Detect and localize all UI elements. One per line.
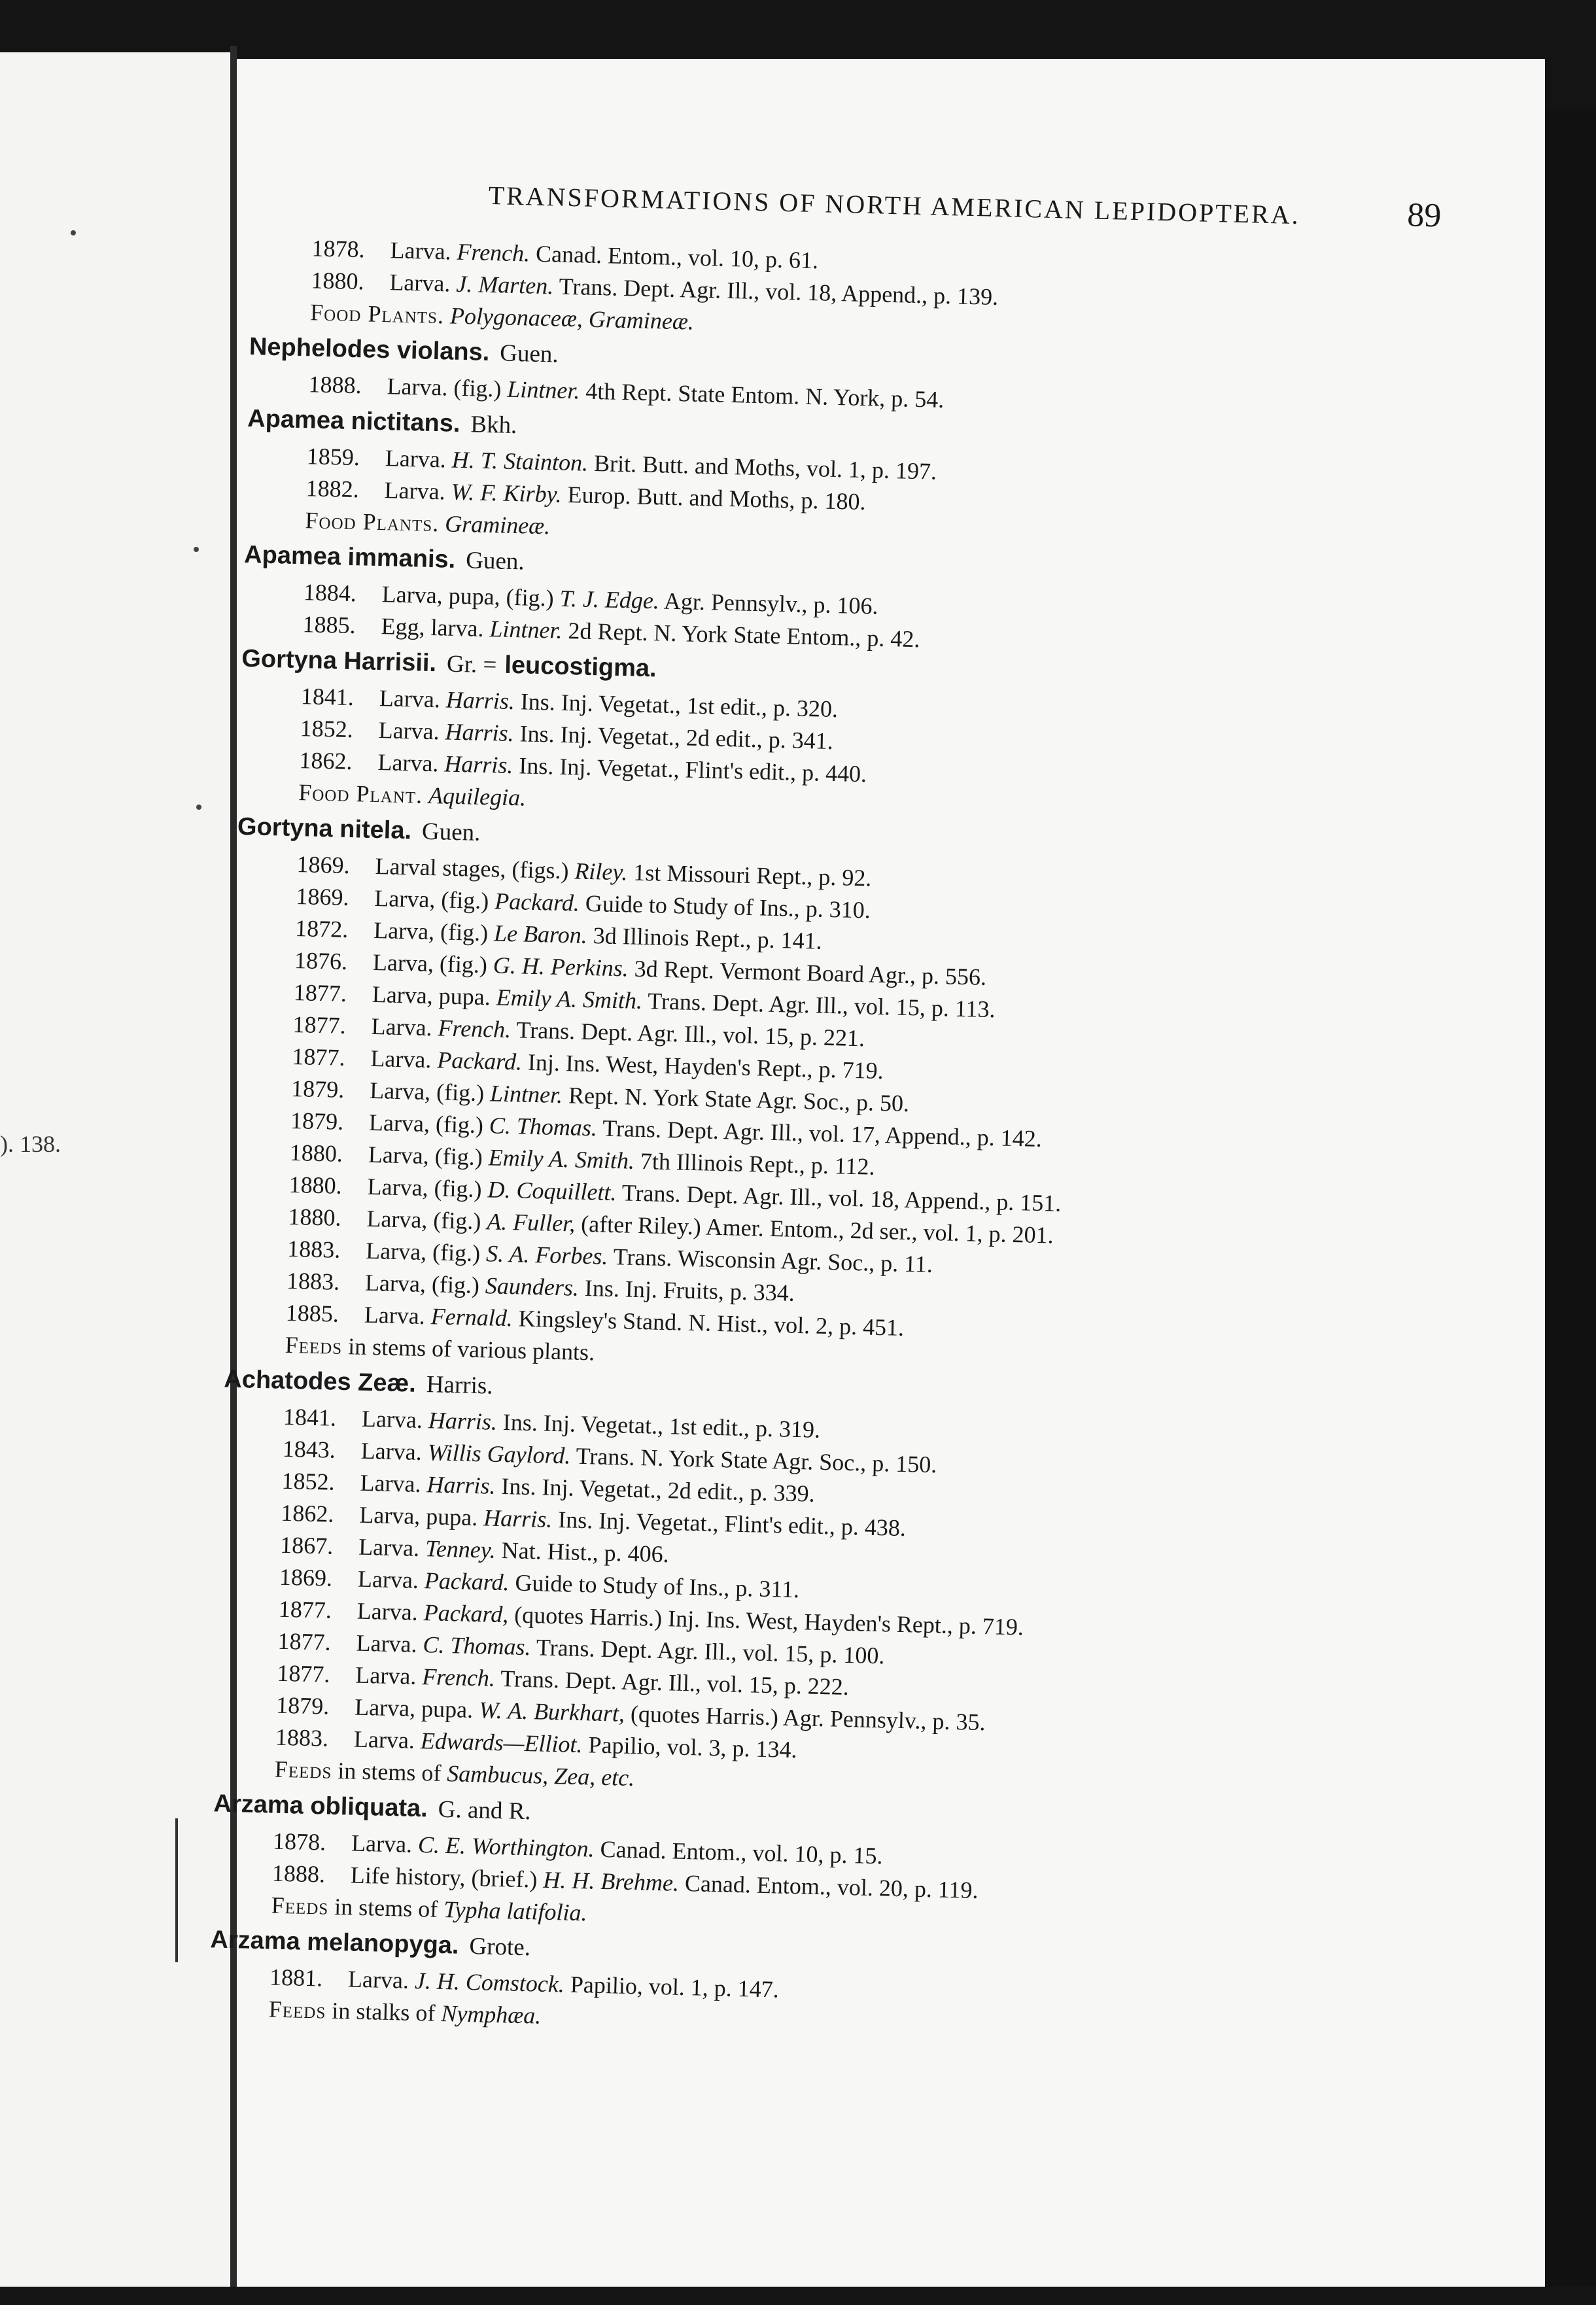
reference-year: 1880.	[288, 1203, 342, 1231]
species-authority: Harris.	[426, 1371, 494, 1400]
reference-author: Lintner.	[489, 615, 563, 644]
reference-source: Canad. Entom., vol. 20, p. 119.	[684, 1870, 979, 1903]
food-note-label: Feeds	[274, 1756, 332, 1784]
reference-year: 1880.	[288, 1171, 343, 1199]
food-note-plants: Polygonaceæ, Gramineæ.	[449, 302, 695, 335]
reference-year: 1883.	[275, 1724, 329, 1752]
reference-author: C. Thomas.	[489, 1112, 598, 1141]
reference-stage: Larva, pupa.	[354, 1693, 474, 1724]
reference-source: Kingsley's Stand. N. Hist., vol. 2, p. 451.	[518, 1305, 905, 1341]
species-name: Apamea nictitans.	[247, 405, 460, 438]
reference-author: H. H. Brehme.	[542, 1866, 680, 1896]
reference-author: Lintner.	[506, 375, 580, 404]
reference-stage: Larva, (fig.)	[367, 1173, 483, 1203]
reference-source: Ins. Inj. Vegetat., 2d edit., p. 339.	[501, 1472, 816, 1507]
reference-year: 1869.	[296, 851, 351, 879]
reference-author: J. H. Comstock.	[414, 1967, 565, 1998]
reference-author: Harris.	[426, 1471, 496, 1499]
reference-stage: Larva.	[361, 1405, 423, 1434]
running-header: TRANSFORMATIONS OF NORTH AMERICAN LEPIDOPTERA.	[488, 180, 1301, 230]
reference-stage: Larva. (fig.)	[387, 373, 502, 402]
reference-author: A. Fuller,	[486, 1208, 576, 1237]
reference-source: Trans. N. York State Agr. Soc., p. 150.	[576, 1442, 937, 1478]
reference-year: 1879.	[275, 1691, 330, 1720]
reference-stage: Larva, (fig.)	[366, 1205, 481, 1235]
reference-year: 1881.	[269, 1964, 323, 1992]
reference-author: Willis Gaylord.	[427, 1439, 571, 1469]
food-note-text: in stalks of	[331, 1997, 436, 2026]
reference-year: 1878.	[311, 235, 366, 263]
species-name: Gortyna nitela.	[237, 812, 412, 845]
reference-year: 1885.	[285, 1299, 339, 1327]
reference-year: 1841.	[283, 1403, 337, 1431]
reference-source: Agr. Pennsylv., p. 106.	[663, 587, 878, 619]
reference-year: 1888.	[271, 1860, 326, 1888]
reference-stage: Larva.	[371, 1013, 433, 1041]
reference-source: Inj. Ins. West, Hayden's Rept., p. 719.	[527, 1049, 884, 1084]
reference-year: 1877.	[292, 1011, 347, 1039]
reference-source: 3d Rept. Vermont Board Agr., p. 556.	[634, 955, 987, 990]
food-note-label: Food Plants.	[309, 299, 445, 329]
reference-author: Harris.	[443, 750, 513, 779]
reference-year: 1884.	[303, 579, 357, 607]
reference-year: 1862.	[280, 1499, 334, 1527]
reference-stage: Larva, (fig.)	[369, 1077, 485, 1107]
reference-author: J. Marten.	[455, 270, 554, 300]
reference-stage: Larva.	[357, 1565, 419, 1593]
reference-year: 1882.	[305, 475, 360, 503]
reference-author: French.	[457, 238, 530, 267]
food-note-label: Food Plants.	[305, 507, 440, 537]
reference-year: 1883.	[286, 1235, 341, 1263]
reference-author: C. E. Worthington.	[417, 1831, 595, 1862]
reference-source: Trans. Dept. Agr. Ill., vol. 17, Append., p. 142.	[602, 1115, 1043, 1152]
reference-stage: Egg, larva.	[381, 613, 485, 642]
species-name: Arzama obliquata.	[213, 1790, 428, 1823]
book-page	[209, 59, 1545, 2287]
reference-author: Le Baron.	[493, 920, 588, 948]
species-name: Apamea immanis.	[243, 540, 456, 574]
species-name: Gortyna Harrisii.	[241, 644, 437, 678]
reference-author: W. A. Burkhart,	[478, 1697, 625, 1727]
reference-stage: Larva.	[390, 237, 452, 265]
reference-year: 1885.	[302, 611, 356, 639]
species-authority: Guen.	[465, 547, 525, 576]
reference-stage: Larva.	[355, 1661, 417, 1690]
reference-source: 7th Illinois Rept., p. 112.	[640, 1148, 876, 1180]
reference-author: Packard.	[494, 888, 580, 916]
reference-author: Riley.	[574, 858, 628, 886]
reference-stage: Larva.	[385, 445, 447, 473]
reference-author: Harris.	[445, 718, 515, 747]
reference-source: Ins. Inj. Vegetat., 2d edit., p. 341.	[519, 720, 834, 755]
species-authority: Grote.	[469, 1933, 531, 1962]
reference-stage: Larva, (fig.)	[365, 1237, 481, 1267]
reference-source: Trans. Dept. Agr. Ill., vol. 15, p. 221.	[516, 1016, 865, 1052]
reference-stage: Larva.	[384, 477, 446, 505]
reference-stage: Larva.	[360, 1437, 423, 1465]
reference-year: 1852.	[281, 1467, 336, 1495]
reference-source: Nat. Hist., p. 406.	[501, 1537, 670, 1568]
reference-source: Canad. Entom., vol. 10, p. 15.	[600, 1835, 884, 1869]
species-name: Arzama melanopyga.	[209, 1926, 460, 1960]
reference-year: 1869.	[279, 1563, 333, 1591]
food-note-label: Feeds	[285, 1331, 343, 1359]
reference-stage: Larva, (fig.)	[368, 1109, 484, 1139]
reference-source: Trans. Dept. Agr. Ill., vol. 15, p. 222.	[500, 1665, 850, 1701]
reference-source: Guide to Study of Ins., p. 310.	[585, 890, 871, 924]
reference-stage: Larva, (fig.)	[364, 1269, 480, 1299]
reference-stage: Larva.	[353, 1725, 415, 1754]
reference-stage: Larva.	[389, 269, 451, 297]
reference-year: 1883.	[286, 1267, 340, 1295]
reference-author: Saunders.	[485, 1272, 580, 1301]
reference-source: Trans. Dept. Agr. Ill., vol. 18, Append., p. 139.	[559, 273, 999, 311]
reference-author: Emily A. Smith.	[496, 984, 643, 1014]
reference-year: 1877.	[277, 1627, 332, 1655]
reference-stage: Larva.	[370, 1045, 432, 1073]
right-dark-edge	[1545, 111, 1596, 2287]
reference-stage: Larva, pupa.	[358, 1501, 478, 1531]
reference-author: Harris.	[483, 1504, 553, 1533]
reference-source: Rept. N. York State Agr. Soc., p. 50.	[568, 1082, 910, 1117]
reference-source: Guide to Study of Ins., p. 311.	[515, 1569, 800, 1603]
reference-source: Ins. Inj. Vegetat., 1st edit., p. 320.	[520, 688, 839, 723]
reference-source: (quotes Harris.) Agr. Pennsylv., p. 35.	[630, 1700, 986, 1736]
page-number: 89	[1406, 196, 1442, 235]
food-note-label: Food Plant.	[298, 779, 423, 808]
reference-author: French.	[438, 1014, 512, 1043]
reference-author: C. Thomas.	[423, 1631, 532, 1661]
reference-source: 2d Rept. N. York State Entom., p. 42.	[568, 617, 920, 653]
reference-stage: Larva.	[358, 1533, 420, 1561]
species-authority: Guen.	[421, 818, 481, 846]
reference-year: 1862.	[299, 747, 353, 775]
reference-stage: Larva.	[356, 1597, 419, 1625]
reference-year: 1869.	[296, 883, 349, 911]
left-page-margin-text: ). 138.	[0, 1131, 61, 1157]
species-synonym: leucostigma.	[504, 651, 657, 683]
page-content	[182, 46, 1545, 2305]
reference-stage: Larval stages, (figs.)	[375, 853, 569, 884]
reference-year: 1877.	[276, 1659, 330, 1688]
reference-author: H. T. Stainton.	[451, 446, 589, 476]
reference-year: 1888.	[308, 371, 362, 399]
reference-source: Ins. Inj. Vegetat., 1st edit., p. 319.	[502, 1409, 821, 1443]
reference-year: 1880.	[289, 1139, 343, 1167]
reference-author: W. F. Kirby.	[451, 478, 563, 508]
reference-year: 1859.	[306, 443, 360, 471]
reference-source: Ins. Inj. Vegetat., Flint's edit., p. 440.	[518, 752, 867, 788]
reference-year: 1872.	[294, 915, 349, 943]
food-note-plants: Gramineæ.	[444, 510, 551, 540]
reference-source: (quotes Harris.) Inj. Ins. West, Hayden's Rept., p. 719.	[513, 1601, 1024, 1640]
reference-source: Europ. Butt. and Moths, p. 180.	[567, 481, 866, 515]
reference-source: Trans. Dept. Agr. Ill., vol. 15, p. 100.	[536, 1634, 885, 1669]
food-note-plants: Typha latifolia.	[443, 1896, 588, 1926]
reference-source: Papilio, vol. 3, p. 134.	[588, 1731, 798, 1763]
reference-author: Fernald.	[430, 1303, 513, 1332]
reference-author: Packard.	[436, 1047, 523, 1075]
bibliography-entries	[208, 231, 1494, 2054]
reference-stage: Larva.	[351, 1829, 413, 1858]
reference-year: 1841.	[300, 683, 355, 711]
reference-author: Harris.	[428, 1407, 498, 1435]
reference-source: Canad. Entom., vol. 10, p. 61.	[535, 240, 819, 274]
reference-author: D. Coquillett.	[487, 1176, 617, 1206]
food-note-label: Feeds	[268, 1996, 326, 2024]
reference-source: (after Riley.) Amer. Entom., 2d ser., vol. 1, p. 201.	[580, 1210, 1054, 1249]
food-note-text: in stems of	[334, 1893, 438, 1922]
food-note-label: Feeds	[271, 1892, 329, 1920]
reference-year: 1852.	[300, 715, 354, 743]
species-authority: Guen.	[499, 339, 559, 368]
reference-stage: Larva.	[378, 717, 440, 745]
reference-year: 1877.	[278, 1595, 332, 1623]
reference-source: Ins. Inj. Vegetat., Flint's edit., p. 438.	[557, 1506, 907, 1542]
reference-source: Ins. Inj. Fruits, p. 334.	[584, 1275, 795, 1306]
reference-author: Lintner.	[489, 1080, 563, 1109]
reference-source: Trans. Dept. Agr. Ill., vol. 18, Append., p. 151.	[621, 1179, 1062, 1217]
reference-stage: Larva.	[364, 1301, 426, 1330]
reference-year: 1880.	[311, 267, 364, 295]
food-note-plants: Nymphæa.	[440, 2000, 542, 2029]
reference-stage: Life history, (brief.)	[350, 1862, 538, 1893]
species-name: Nephelodes violans.	[249, 333, 490, 367]
reference-year: 1879.	[290, 1107, 344, 1135]
reference-stage: Larva, pupa, (fig.)	[381, 581, 555, 612]
reference-stage: Larva, (fig.)	[368, 1141, 483, 1171]
reference-stage: Larva.	[360, 1469, 422, 1497]
reference-year: 1879.	[290, 1075, 345, 1103]
reference-author: Packard.	[424, 1567, 510, 1596]
reference-stage: Larva.	[356, 1629, 418, 1657]
reference-author: G. H. Perkins.	[493, 952, 629, 982]
reference-source: 3d Illinois Rept., p. 141.	[593, 922, 823, 954]
reference-author: Tenney.	[425, 1535, 496, 1563]
reference-source: Papilio, vol. 1, p. 147.	[570, 1971, 780, 2003]
reference-source: Trans. Wisconsin Agr. Soc., p. 11.	[613, 1243, 933, 1277]
reference-source: Trans. Dept. Agr. Ill., vol. 15, p. 113.	[647, 988, 996, 1023]
reference-stage: Larva.	[377, 749, 439, 777]
reference-year: 1877.	[292, 1043, 345, 1071]
species-authority: Gr. =	[446, 650, 497, 679]
food-note-plants: Sambucus, Zea, etc.	[446, 1760, 635, 1792]
reference-author: Emily A. Smith.	[488, 1144, 635, 1174]
species-authority: Bkh.	[470, 411, 517, 440]
reference-author: S. A. Forbes.	[485, 1240, 608, 1270]
food-note-plants: Aquilegia.	[428, 782, 527, 811]
reference-stage: Larva.	[379, 685, 441, 713]
reference-stage: Larva, pupa.	[372, 980, 491, 1011]
species-name: Achatodes Zeæ.	[223, 1365, 417, 1398]
plant-sketch-mark	[175, 1818, 178, 1962]
reference-author: Harris.	[445, 686, 515, 715]
reference-year: 1878.	[272, 1828, 326, 1856]
reference-source: 1st Missouri Rept., p. 92.	[633, 859, 872, 892]
page-speck	[71, 230, 76, 235]
species-authority: G. and R.	[438, 1795, 532, 1826]
reference-year: 1867.	[279, 1531, 334, 1559]
reference-year: 1843.	[282, 1435, 336, 1463]
reference-stage: Larva.	[347, 1966, 409, 1994]
reference-stage: Larva, (fig.)	[373, 884, 489, 914]
reference-author: Edwards—Elliot.	[420, 1727, 583, 1758]
food-note-text: in stems of	[337, 1758, 442, 1786]
page-speck	[194, 547, 199, 552]
reference-author: French.	[421, 1663, 496, 1691]
reference-author: T. J. Edge.	[559, 585, 660, 614]
reference-stage: Larva, (fig.)	[372, 948, 488, 979]
reference-source: 4th Rept. State Entom. N. York, p. 54.	[585, 377, 945, 413]
reference-year: 1876.	[294, 947, 348, 975]
food-note-text: in stems of various plants.	[347, 1333, 595, 1366]
reference-year: 1877.	[293, 979, 347, 1007]
reference-source: Brit. Butt. and Moths, vol. 1, p. 197.	[593, 449, 937, 485]
page-speck	[196, 805, 201, 810]
reference-stage: Larva, (fig.)	[373, 916, 489, 946]
reference-author: Packard,	[423, 1599, 509, 1628]
